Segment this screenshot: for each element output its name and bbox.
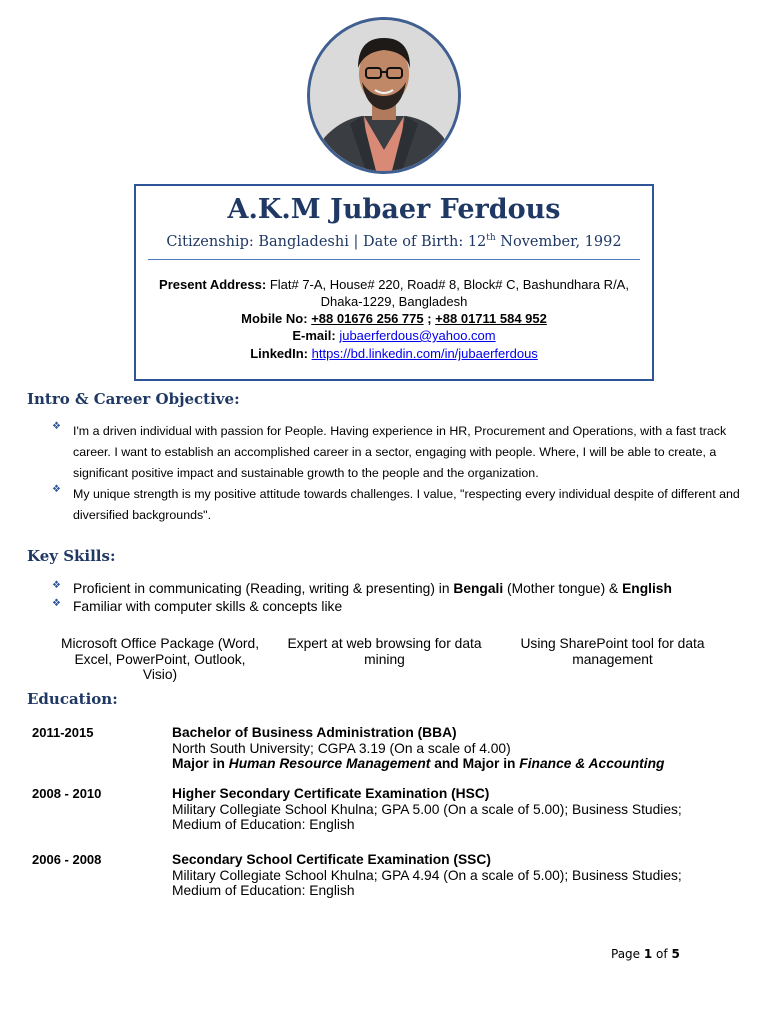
edu-entry-bba: Bachelor of Business Administration (BBA) North South University; CGPA 3.19 (On a scale of 4.00) Major in Human Resource Management and Major in Finance & Accounting (172, 725, 665, 771)
page-number: Page 1 of 5 (611, 947, 680, 961)
mobile-numbers: Mobile No: +88 01676 256 775 ; +88 01711 584 952 (241, 311, 547, 326)
present-address-line2: Dhaka-1229, Bangladesh (320, 294, 468, 309)
edu-entry-ssc: Secondary School Certificate Examination (SSC) Military Collegiate School Khulna; GPA 4.94 (On a scale of 5.00); Business Studies; Medium of Education: English (172, 852, 682, 898)
email-link[interactable]: jubaerferdous@yahoo.com (339, 328, 496, 343)
skill-ms-office: Microsoft Office Package (Word, Excel, PowerPoint, Outlook, Visio) (60, 636, 260, 682)
email-line: E-mail: jubaerferdous@yahoo.com (292, 328, 496, 343)
linkedin-line: LinkedIn: https://bd.linkedin.com/in/jubaerferdous (250, 346, 538, 361)
candidate-name: A.K.M Jubaer Ferdous (227, 194, 561, 225)
profile-photo (307, 17, 461, 174)
present-address: Present Address: Flat# 7-A, House# 220, Road# 8, Block# C, Bashundhara R/A, (159, 277, 629, 292)
intro-section-title: Intro & Career Objective: (27, 390, 240, 408)
mobile-2[interactable]: +88 01711 584 952 (435, 311, 547, 326)
skill-web-browsing: Expert at web browsing for data mining (287, 636, 482, 667)
list-item: ❖ I'm a driven individual with passion for People. Having experience in HR, Procurement and Operations, with a fast track career. I want to establish an accomplished career in a sector, engaging with people. Where, I will be able to create, a significant positive impact and sustainable growth to the people and the organization. (52, 421, 727, 480)
list-item: ❖ Familiar with computer skills & concepts like (52, 598, 343, 614)
diamond-bullet-icon: ❖ (52, 484, 61, 495)
contact-card (134, 184, 654, 381)
edu-entry-hsc: Higher Secondary Certificate Examination (HSC) Military Collegiate School Khulna; GPA 5.00 (On a scale of 5.00); Business Studies; Medium of Education: English (172, 786, 682, 832)
date-of-birth: Date of Birth: 12th November, 1992 (362, 233, 622, 250)
citizenship-dob-line (136, 233, 652, 250)
linkedin-link[interactable]: https://bd.linkedin.com/in/jubaerferdous (311, 346, 538, 361)
diamond-bullet-icon: ❖ (52, 580, 61, 591)
edu-years: 2006 - 2008 (32, 852, 102, 867)
mobile-1[interactable]: +88 01676 256 775 (311, 311, 424, 326)
edu-years: 2011-2015 (32, 725, 94, 740)
list-item: ❖ Proficient in communicating (Reading, writing & presenting) in Bengali (Mother tongue) & English (52, 580, 672, 596)
citizenship: Citizenship: Bangladeshi (166, 233, 349, 250)
skill-sharepoint: Using SharePoint tool for data management (520, 636, 705, 667)
divider (148, 259, 640, 260)
list-item: ❖ My unique strength is my positive attitude towards challenges. I value, "respecting every individual despite of different and diversified backgrounds". (52, 484, 740, 522)
diamond-bullet-icon: ❖ (52, 598, 61, 609)
separator: | (353, 233, 359, 250)
education-section-title: Education: (27, 690, 118, 708)
edu-years: 2008 - 2010 (32, 786, 102, 801)
skills-section-title: Key Skills: (27, 547, 116, 565)
diamond-bullet-icon: ❖ (52, 421, 61, 432)
